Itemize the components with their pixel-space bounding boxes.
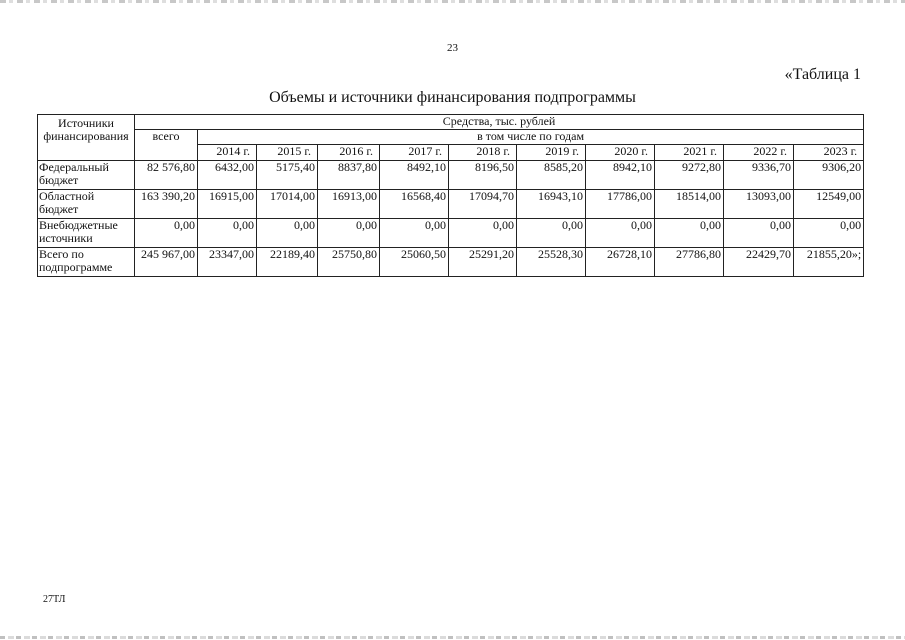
year-header: 2017 г. bbox=[380, 145, 449, 161]
year-value-cell: 12549,00 bbox=[794, 190, 864, 219]
year-value-cell: 21855,20»; bbox=[794, 248, 864, 277]
funding-table bbox=[37, 114, 864, 277]
year-header: 2020 г. bbox=[586, 145, 655, 161]
source-cell: Областной бюджет bbox=[38, 190, 135, 219]
total-cell: 245 967,00 bbox=[135, 248, 198, 277]
year-value-cell: 16568,40 bbox=[380, 190, 449, 219]
year-value-cell: 26728,10 bbox=[586, 248, 655, 277]
year-value-cell: 8942,10 bbox=[586, 161, 655, 190]
year-value-cell: 0,00 bbox=[794, 219, 864, 248]
year-value-cell: 0,00 bbox=[380, 219, 449, 248]
scan-edge-bottom bbox=[0, 636, 905, 639]
year-value-cell: 25291,20 bbox=[449, 248, 517, 277]
year-value-cell: 0,00 bbox=[449, 219, 517, 248]
year-value-cell: 8837,80 bbox=[318, 161, 380, 190]
year-value-cell: 9272,80 bbox=[655, 161, 724, 190]
sources-column-header: Источники финансирования bbox=[38, 115, 135, 161]
total-cell: 163 390,20 bbox=[135, 190, 198, 219]
table-label: «Таблица 1 bbox=[784, 66, 861, 83]
total-cell: 0,00 bbox=[135, 219, 198, 248]
total-column-header: всего bbox=[135, 130, 198, 161]
footer-code: 27ТЛ bbox=[43, 594, 66, 605]
year-value-cell: 25060,50 bbox=[380, 248, 449, 277]
year-header: 2015 г. bbox=[257, 145, 318, 161]
year-header: 2022 г. bbox=[724, 145, 794, 161]
year-value-cell: 6432,00 bbox=[198, 161, 257, 190]
scan-edge-top bbox=[0, 0, 905, 3]
funds-header: Средства, тыс. рублей bbox=[135, 115, 864, 130]
total-cell: 82 576,80 bbox=[135, 161, 198, 190]
year-value-cell: 16915,00 bbox=[198, 190, 257, 219]
year-value-cell: 0,00 bbox=[517, 219, 586, 248]
year-value-cell: 17786,00 bbox=[586, 190, 655, 219]
year-header: 2016 г. bbox=[318, 145, 380, 161]
year-value-cell: 0,00 bbox=[198, 219, 257, 248]
source-cell: Внебюджетные источники bbox=[38, 219, 135, 248]
by-year-header: в том числе по годам bbox=[198, 130, 864, 145]
year-value-cell: 0,00 bbox=[655, 219, 724, 248]
year-value-cell: 13093,00 bbox=[724, 190, 794, 219]
table-row bbox=[38, 161, 864, 190]
year-value-cell: 17094,70 bbox=[449, 190, 517, 219]
year-value-cell: 8492,10 bbox=[380, 161, 449, 190]
year-value-cell: 22189,40 bbox=[257, 248, 318, 277]
year-header: 2014 г. bbox=[198, 145, 257, 161]
year-value-cell: 0,00 bbox=[724, 219, 794, 248]
year-value-cell: 16943,10 bbox=[517, 190, 586, 219]
year-value-cell: 25528,30 bbox=[517, 248, 586, 277]
year-value-cell: 22429,70 bbox=[724, 248, 794, 277]
year-value-cell: 9306,20 bbox=[794, 161, 864, 190]
table-body bbox=[38, 161, 864, 277]
year-header: 2023 г. bbox=[794, 145, 864, 161]
year-header: 2021 г. bbox=[655, 145, 724, 161]
year-value-cell: 18514,00 bbox=[655, 190, 724, 219]
table-row bbox=[38, 248, 864, 277]
year-value-cell: 8585,20 bbox=[517, 161, 586, 190]
year-value-cell: 27786,80 bbox=[655, 248, 724, 277]
year-value-cell: 0,00 bbox=[257, 219, 318, 248]
year-value-cell: 17014,00 bbox=[257, 190, 318, 219]
source-cell: Федеральный бюджет bbox=[38, 161, 135, 190]
year-value-cell: 8196,50 bbox=[449, 161, 517, 190]
table-row bbox=[38, 190, 864, 219]
page-number: 23 bbox=[447, 42, 458, 54]
year-value-cell: 23347,00 bbox=[198, 248, 257, 277]
table-title: Объемы и источники финансирования подпрограммы bbox=[269, 89, 636, 106]
year-value-cell: 25750,80 bbox=[318, 248, 380, 277]
source-cell: Всего по подпрограмме bbox=[38, 248, 135, 277]
year-value-cell: 0,00 bbox=[586, 219, 655, 248]
year-header: 2019 г. bbox=[517, 145, 586, 161]
year-header: 2018 г. bbox=[449, 145, 517, 161]
year-value-cell: 16913,00 bbox=[318, 190, 380, 219]
year-value-cell: 0,00 bbox=[318, 219, 380, 248]
year-value-cell: 5175,40 bbox=[257, 161, 318, 190]
year-value-cell: 9336,70 bbox=[724, 161, 794, 190]
table-row bbox=[38, 219, 864, 248]
